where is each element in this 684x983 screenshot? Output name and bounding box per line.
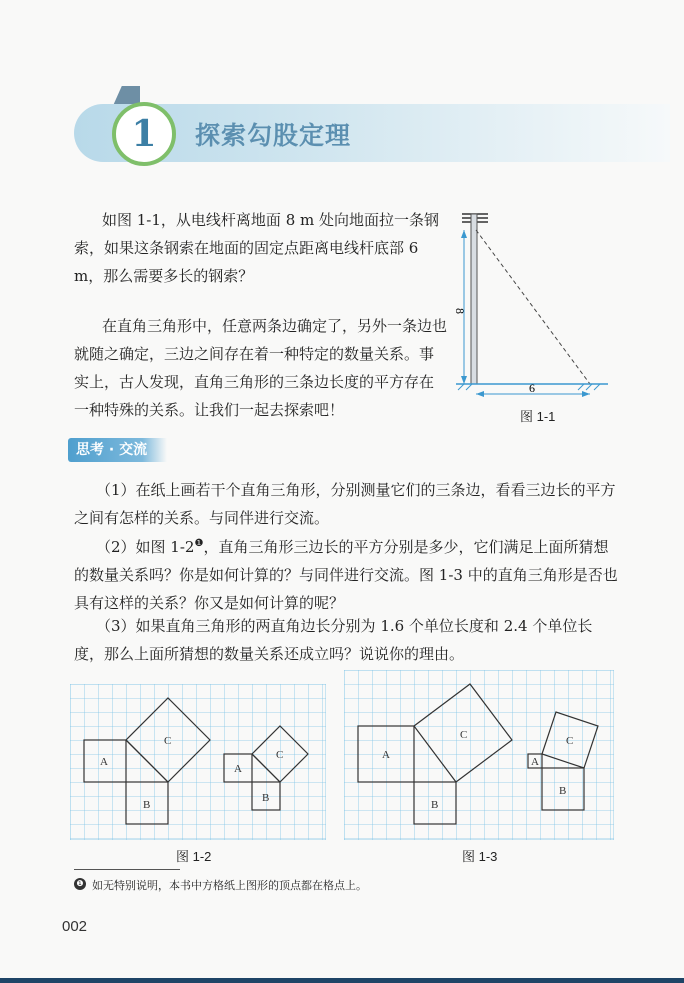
label-a-small: A bbox=[234, 763, 242, 775]
height-label: 8 bbox=[453, 308, 467, 314]
think-discuss-label: 思考 · 交流 bbox=[68, 438, 167, 462]
figure-1-2-caption: 图 1-2 bbox=[176, 849, 212, 864]
label-c-small: C bbox=[276, 749, 284, 761]
label-b-small: B bbox=[262, 792, 270, 804]
label-c: C bbox=[164, 735, 172, 747]
section-number: 1 bbox=[112, 102, 176, 166]
bottom-edge-bar bbox=[0, 978, 684, 983]
question-2-part-b: ，直角三角形三边长的平方分别是多少，它们满足上面所猜想的数量关系吗？你是如何计算的？与同伴进行交流。图 1-3 中的直角三角形是否也具有这样的关系？你又是如何计算的呢？ bbox=[74, 538, 618, 612]
label-a: A bbox=[100, 756, 108, 768]
base-label: 6 bbox=[529, 381, 535, 395]
figure-1-3 bbox=[344, 670, 614, 840]
label-c: C bbox=[460, 729, 468, 741]
label-c-small: C bbox=[566, 735, 574, 747]
label-b: B bbox=[143, 799, 151, 811]
figure-1-1-caption: 图 1-1 bbox=[520, 409, 556, 424]
question-1: （1）在纸上画若干个直角三角形，分别测量它们的三条边，看看三边长的平方之间有怎样的关系。与同伴进行交流。 bbox=[74, 481, 616, 527]
label-b-small: B bbox=[559, 785, 567, 797]
footnote-divider bbox=[74, 869, 180, 870]
question-3: （3）如果直角三角形的两直角边长分别为 1.6 个单位长度和 2.4 个单位长度，那么上面所猜想的数量关系还成立吗？说说你的理由。 bbox=[74, 617, 593, 663]
question-2 bbox=[74, 530, 620, 617]
figure-1-3-caption: 图 1-3 bbox=[462, 849, 498, 864]
intro-paragraph: 如图 1-1，从电线杆离地面 8 m 处向地面拉一条钢索，如果这条钢索在地面的固定点距离电线杆底部 6 m，那么需要多长的钢索？ bbox=[74, 211, 439, 285]
steel-cable bbox=[476, 230, 590, 384]
footnote-mark: ❶ bbox=[74, 878, 86, 890]
figure-1-1 bbox=[452, 208, 612, 406]
page-number: 002 bbox=[62, 918, 88, 935]
intro-paragraph-2: 在直角三角形中，任意两条边确定了，另外一条边也就随之确定，三边之间存在着一种特定的数量关系。事实上，古人发现，直角三角形的三条边长度的平方存在一种特殊的关系。让我们一起去探索吧！ bbox=[74, 317, 448, 419]
label-b: B bbox=[431, 799, 439, 811]
electric-pole bbox=[471, 214, 477, 384]
footnote-text: 如无特别说明，本书中方格纸上图形的顶点都在格点上。 bbox=[92, 879, 367, 892]
footnote-ref: ❶ bbox=[194, 538, 204, 549]
question-2-part-a: （2）如图 1-2 bbox=[96, 538, 195, 556]
figure-1-2 bbox=[70, 684, 326, 840]
section-title: 探索勾股定理 bbox=[195, 121, 352, 150]
label-a-small: A bbox=[531, 756, 539, 768]
label-a: A bbox=[382, 749, 390, 761]
grid-paper bbox=[70, 684, 326, 840]
